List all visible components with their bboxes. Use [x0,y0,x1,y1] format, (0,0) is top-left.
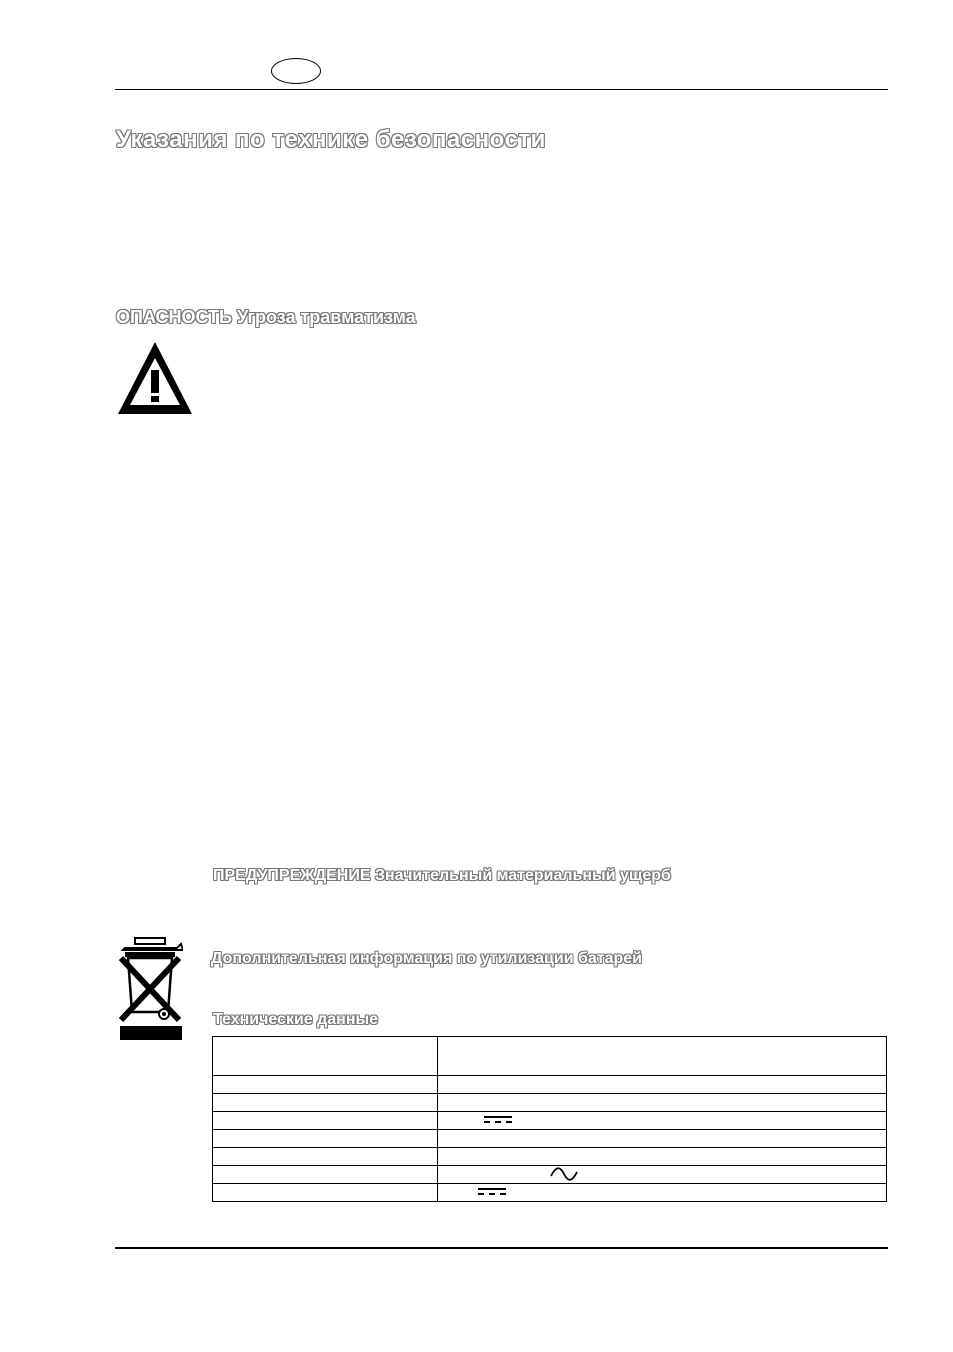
table-cell-label [213,1166,438,1184]
table-row [213,1037,887,1076]
table-cell-value [438,1184,887,1202]
footer-rule [115,1247,888,1249]
table-cell-label [213,1130,438,1148]
table-cell-value [438,1130,887,1148]
warning-triangle-icon [116,340,194,416]
dc-icon [478,1187,506,1197]
table-cell-value [438,1076,887,1094]
language-badge [271,58,321,84]
table-row [213,1112,887,1130]
table-cell-value [438,1148,887,1166]
technical-data-heading: Технические данные [213,1011,379,1028]
table-cell-label [213,1148,438,1166]
table-cell-label [213,1037,438,1076]
table-row [213,1184,887,1202]
page-title: Указания по технике безопасности [116,126,546,153]
table-row [213,1166,887,1184]
table-cell-value [438,1166,887,1184]
table-row [213,1130,887,1148]
crossed-out-bin-icon [119,936,183,1041]
danger-heading: ОПАСНОСТЬ Угроза травматизма [116,307,416,327]
ac-icon [550,1167,578,1181]
technical-data-table [212,1036,887,1202]
table-cell-label [213,1184,438,1202]
warning-heading: ПРЕДУПРЕЖДЕНИЕ Значительный материальный ущерб [213,867,671,884]
dc-icon [484,1115,512,1125]
table-cell-label [213,1076,438,1094]
table-row [213,1076,887,1094]
table-cell-value [438,1112,887,1130]
table-cell-value [438,1037,887,1076]
table-row [213,1148,887,1166]
battery-disposal-heading: Дополнительная информация по утилизации батарей [211,950,643,967]
table-row [213,1094,887,1112]
header-rule [115,89,888,90]
table-cell-value [438,1094,887,1112]
table-cell-label [213,1112,438,1130]
table-cell-label [213,1094,438,1112]
